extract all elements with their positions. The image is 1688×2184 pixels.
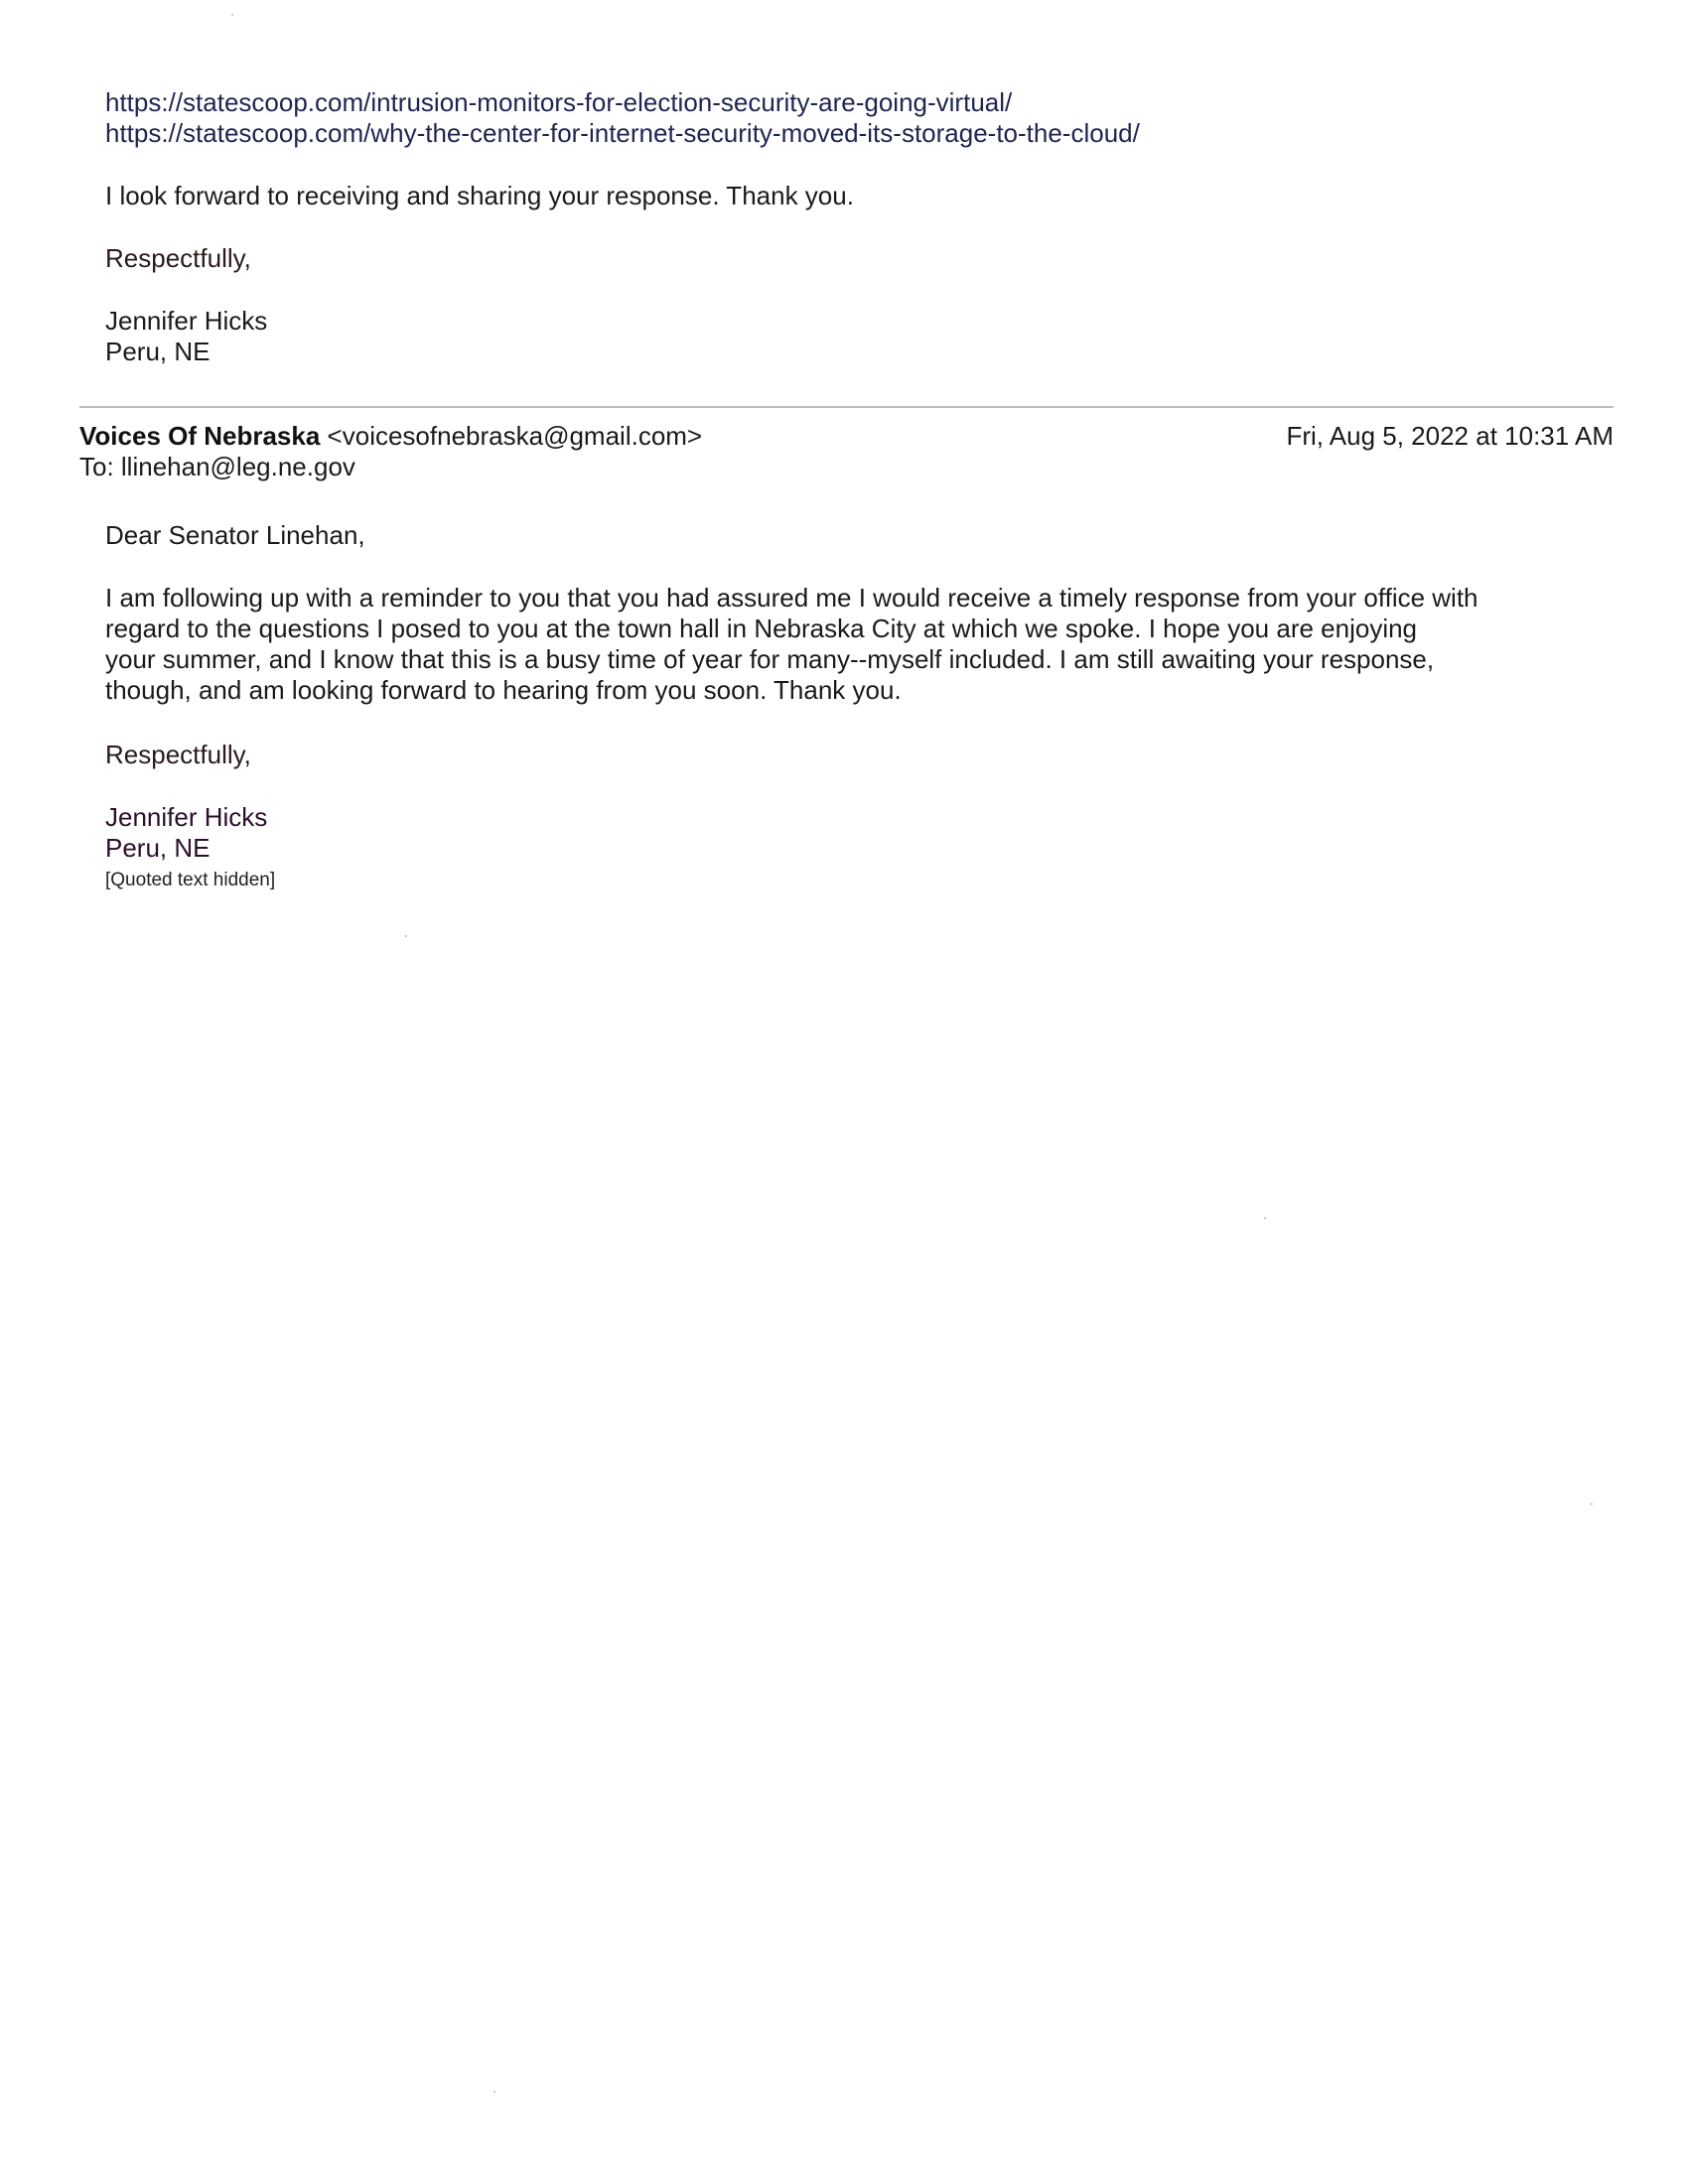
body-line: though, and am looking forward to hearing from you soon. Thank you. — [105, 675, 902, 705]
sender-email: <voicesofnebraska@gmail.com> — [327, 421, 703, 451]
scan-speck — [405, 935, 407, 937]
message-header — [79, 421, 1614, 482]
scan-speck — [1264, 1217, 1266, 1219]
body-line: regard to the questions I posed to you at the town hall in Nebraska City at which we spoke. I hope you are enjoying — [105, 614, 1418, 643]
previous-signoff: Respectfully, — [105, 243, 251, 273]
previous-closing-paragraph: I look forward to receiving and sharing your response. Thank you. — [105, 181, 854, 210]
signature — [105, 802, 267, 864]
previous-signature — [105, 306, 267, 367]
scan-speck — [1591, 1503, 1593, 1505]
reference-links — [105, 87, 1140, 149]
body-paragraph — [105, 583, 1615, 706]
sent-date: Fri, Aug 5, 2022 at 10:31 AM — [1286, 421, 1614, 451]
show-quoted-text-toggle[interactable]: [Quoted text hidden] — [105, 870, 276, 890]
signoff: Respectfully, — [105, 740, 251, 769]
message-divider — [79, 406, 1614, 408]
body-line: your summer, and I know that this is a busy time of year for many--myself included. I am still awaiting your response, — [105, 644, 1435, 674]
scan-speck — [231, 14, 233, 16]
signature-name: Jennifer Hicks — [105, 802, 268, 832]
previous-signature-location: Peru, NE — [105, 337, 211, 366]
previous-signature-name: Jennifer Hicks — [105, 306, 268, 336]
link-intrusion-monitors[interactable]: https://statescoop.com/intrusion-monitors-for-election-security-are-going-virtual/ — [105, 87, 1013, 117]
link-cis-storage-cloud[interactable]: https://statescoop.com/why-the-center-for-internet-security-moved-its-storage-to-the-cloud/ — [105, 118, 1140, 148]
sender-name: Voices Of Nebraska — [79, 421, 321, 451]
body-line: I am following up with a reminder to you that you had assured me I would receive a timely response from your office with — [105, 583, 1478, 613]
greeting: Dear Senator Linehan, — [105, 520, 365, 550]
recipient-line: To: llinehan@leg.ne.gov — [79, 452, 355, 481]
signature-location: Peru, NE — [105, 833, 211, 863]
scan-speck — [493, 2091, 495, 2093]
